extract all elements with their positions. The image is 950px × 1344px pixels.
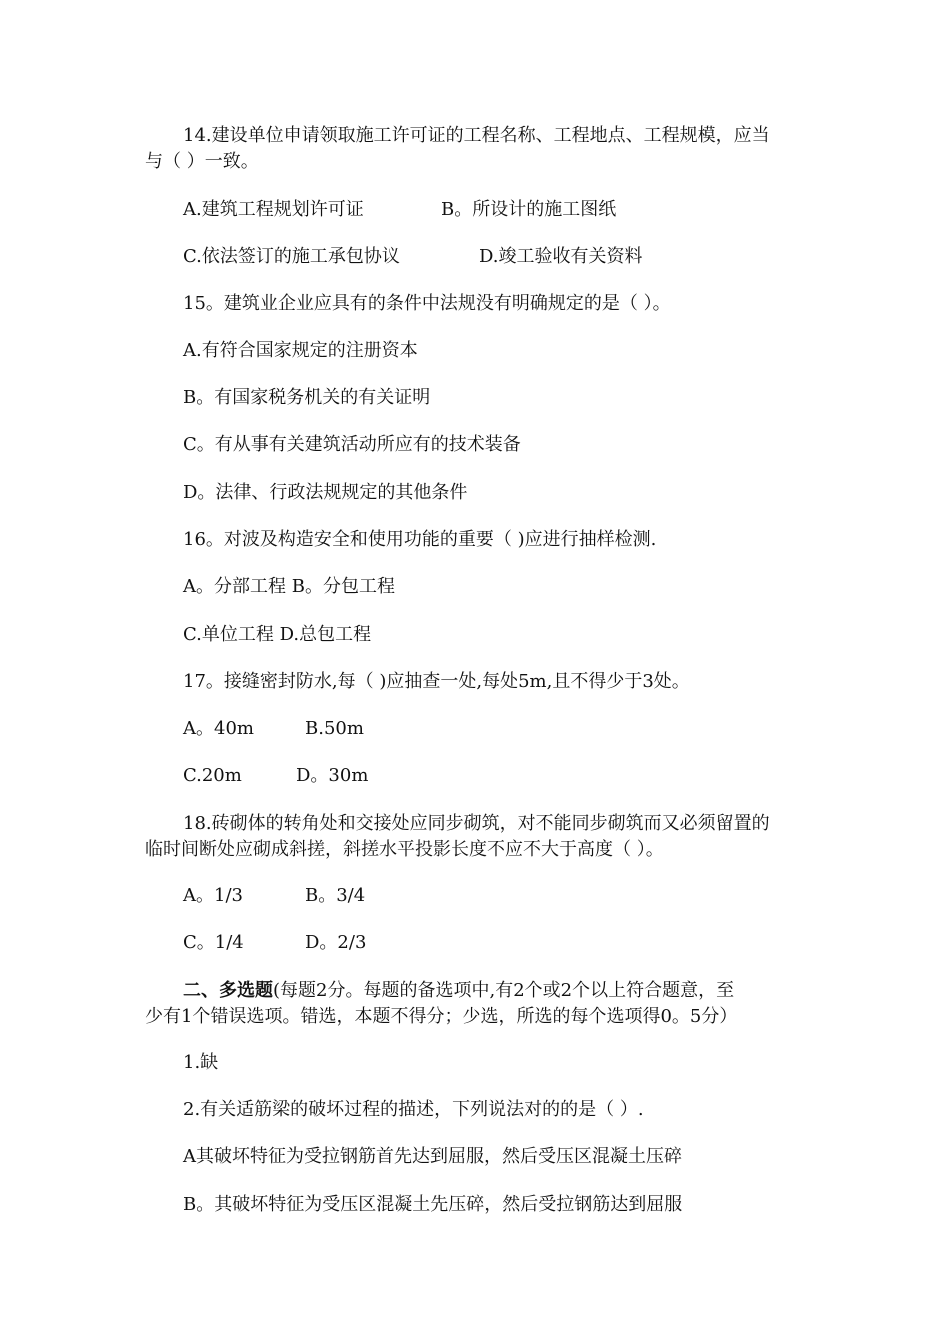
- q15-stem: 15。建筑业企业应具有的条件中法规没有明确规定的是（ ）。: [183, 293, 671, 314]
- q17-option-b: B.50m: [305, 718, 364, 739]
- q16-options-cd: C.单位工程 D.总包工程: [183, 624, 372, 645]
- m2-option-a: A其破坏特征为受拉钢筋首先达到屈服，然后受压区混凝土压碎: [183, 1146, 682, 1167]
- q14-stem-line2: 与（ ）一致。: [145, 151, 259, 172]
- q14-option-d: D.竣工验收有关资料: [479, 246, 643, 267]
- q15-option-d: D。法律、行政法规规定的其他条件: [183, 482, 468, 503]
- q14-stem-line1: 14.建设单位申请领取施工许可证的工程名称、工程地点、工程规模，应当: [183, 125, 770, 146]
- q18-option-b: B。3/4: [305, 885, 366, 906]
- q18-option-d: D。2/3: [305, 932, 367, 953]
- q18-option-a: A。1/3: [183, 885, 243, 906]
- m1-text: 1.缺: [183, 1052, 219, 1073]
- q17-option-c: C.20m: [183, 765, 242, 786]
- section-2-heading: 二、多选题: [183, 980, 273, 1001]
- q15-option-a: A.有符合国家规定的注册资本: [183, 340, 418, 361]
- q17-option-d: D。30m: [296, 765, 369, 786]
- q15-option-b: B。有国家税务机关的有关证明: [183, 387, 431, 408]
- q18-stem-line2: 临时间断处应砌成斜搓，斜搓水平投影长度不应不大于高度（ ）。: [145, 839, 664, 860]
- m2-option-b: B。其破坏特征为受压区混凝土先压碎，然后受拉钢筋达到屈服: [183, 1194, 683, 1215]
- m2-stem: 2.有关适筋梁的破坏过程的描述，下列说法对的的是（ ）.: [183, 1099, 644, 1120]
- q18-stem-line1: 18.砖砌体的转角处和交接处应同步砌筑，对不能同步砌筑而又必须留置的: [183, 813, 770, 834]
- q14-option-b: B。所设计的施工图纸: [441, 199, 617, 220]
- q15-option-c: C。有从事有关建筑活动所应有的技术装备: [183, 434, 521, 455]
- q17-option-a: A。40m: [183, 718, 254, 739]
- section-2-instructions: (每题2分。每题的备选项中,有2个或2个以上符合题意，至: [273, 980, 735, 1001]
- section-2-intro-line1: [183, 977, 863, 1005]
- q16-stem: 16。对波及构造安全和使用功能的重要（ )应进行抽样检测.: [183, 529, 657, 550]
- q14-option-c: C.依法签订的施工承包协议: [183, 246, 400, 267]
- q18-option-c: C。1/4: [183, 932, 244, 953]
- section-2-intro-line2: 少有1个错误选项。错选，本题不得分；少选，所选的每个选项得0。5分）: [145, 1006, 738, 1027]
- q14-option-a: A.建筑工程规划许可证: [183, 199, 364, 220]
- q16-options-ab: A。分部工程 B。分包工程: [183, 576, 395, 597]
- q17-stem: 17。接缝密封防水,每（ )应抽查一处,每处5m,且不得少于3处。: [183, 671, 690, 692]
